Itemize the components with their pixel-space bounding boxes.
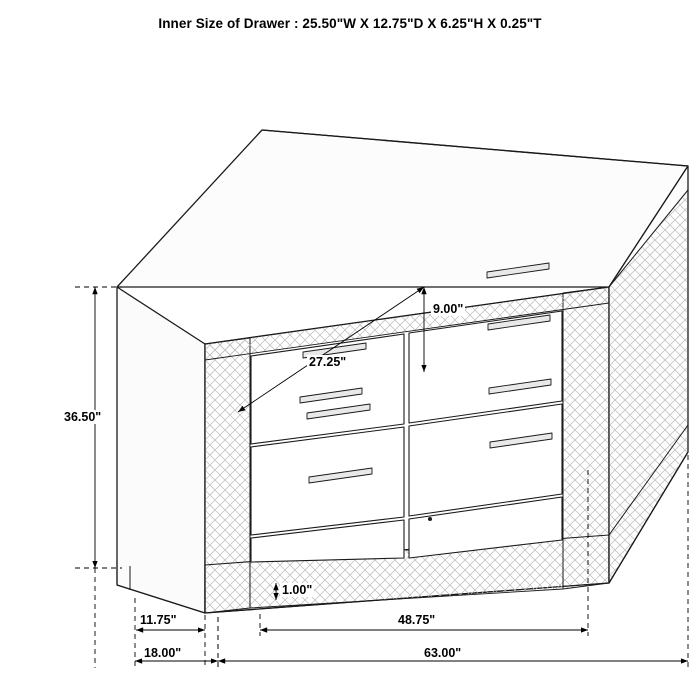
- page-title: Inner Size of Drawer : 25.50"W X 12.75"D X 6.25"H X 0.25"T: [158, 16, 542, 31]
- dimension-label-drawer-front-height: 9.00": [433, 302, 464, 316]
- dimension-label-base-side-depth: 11.75": [140, 613, 177, 627]
- dimension-label-front-inner-width: 48.75": [398, 613, 436, 627]
- dimension-label-side-depth: 18.00": [144, 646, 182, 660]
- dimension-label-drawer-front-width: 27.25": [309, 355, 347, 369]
- dimension-label-overall-width: 63.00": [424, 646, 462, 660]
- dimension-label-plinth-height: 1.00": [282, 583, 313, 597]
- dimension-label-height-overall: 36.50": [64, 410, 102, 424]
